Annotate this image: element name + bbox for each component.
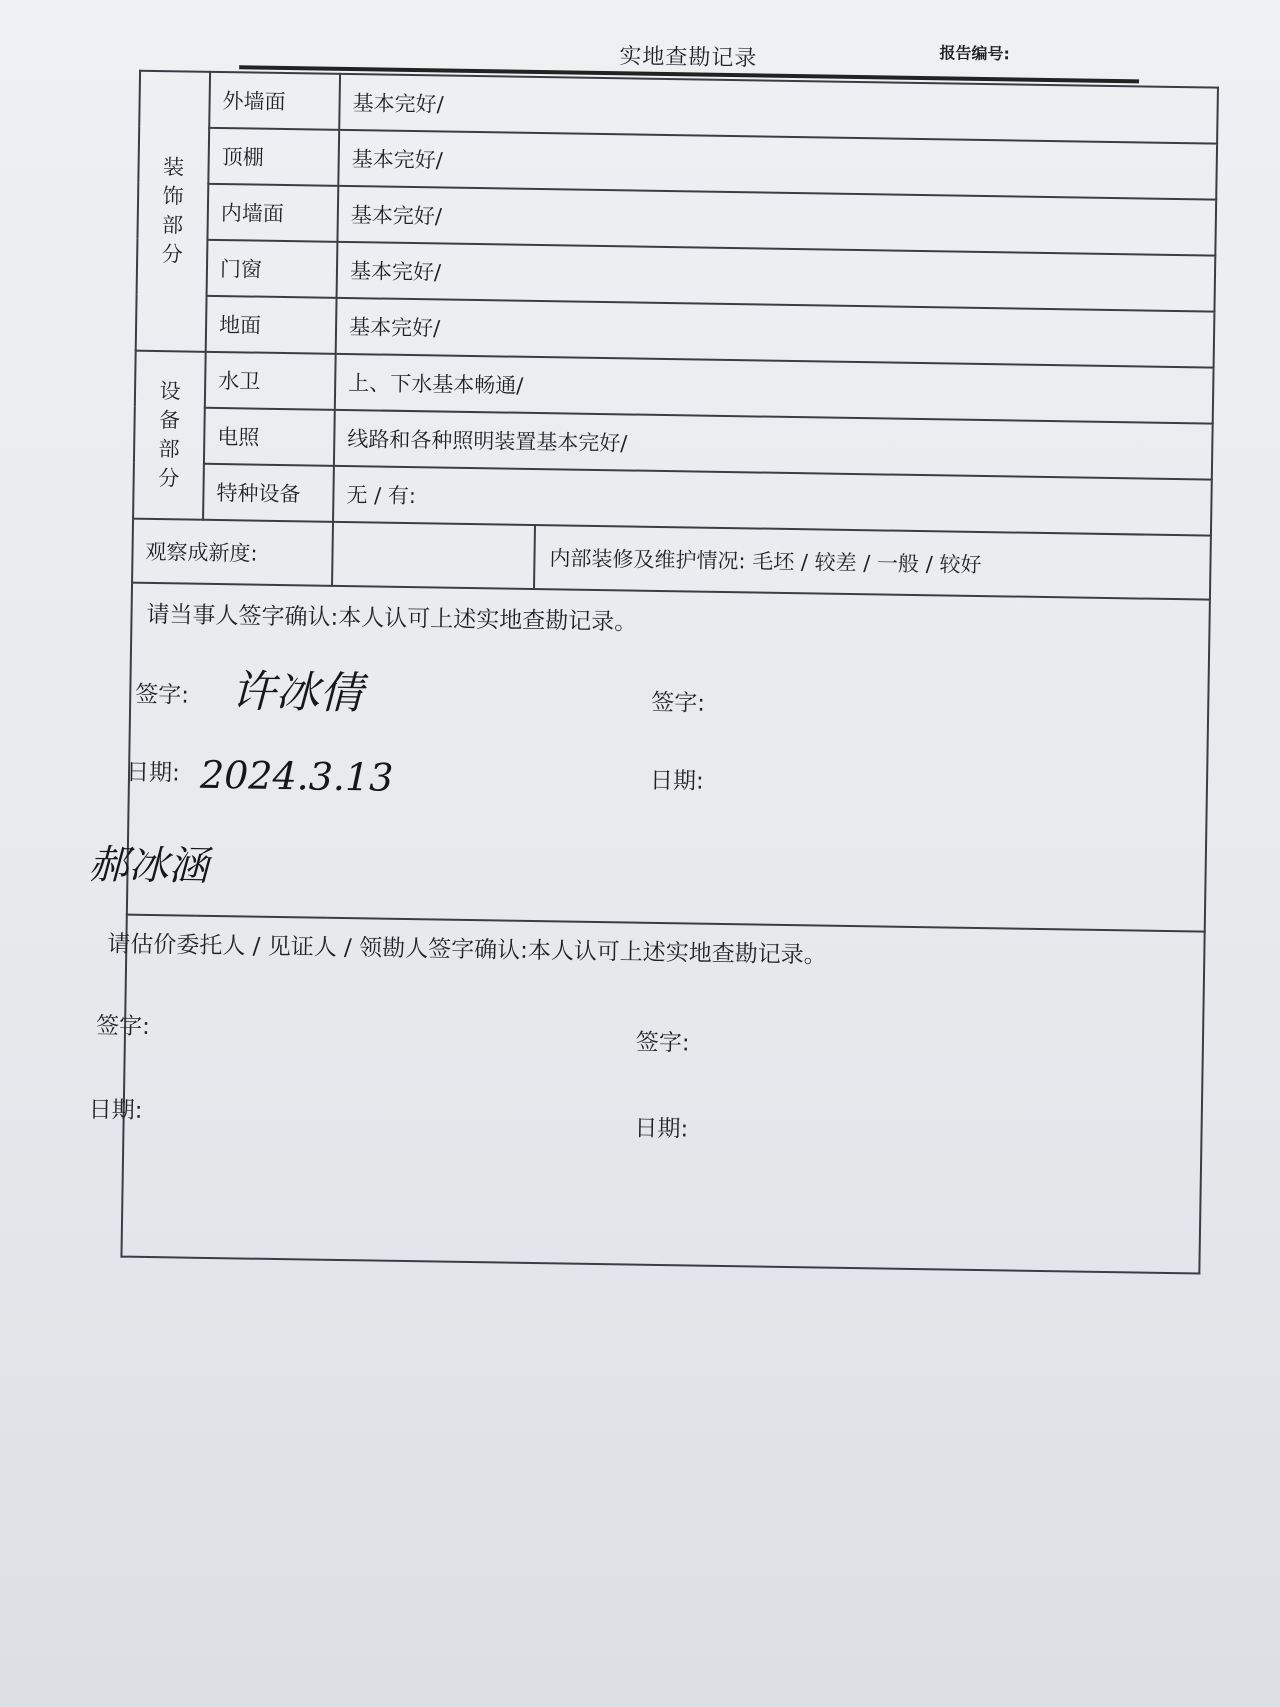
item-plumbing: 水卫 xyxy=(205,352,336,410)
item-ceiling: 顶棚 xyxy=(208,128,339,186)
client-prompt: 请估价委托人 / 见证人 / 领勘人签字确认:本人认可上述实地查勘记录。 xyxy=(107,931,827,969)
item-special-equipment: 特种设备 xyxy=(203,464,334,522)
value-ceiling: 基本完好/ xyxy=(338,130,1217,200)
client-date-label-right: 日期: xyxy=(634,1115,689,1143)
value-doors-windows: 基本完好/ xyxy=(337,242,1216,312)
item-interior-wall: 内墙面 xyxy=(207,184,338,242)
party-handwritten-date: 2024.3.13 xyxy=(199,752,394,800)
party-date-label-right: 日期: xyxy=(649,767,704,795)
client-sign-label-left: 签字: xyxy=(95,1013,151,1041)
item-electrical: 电照 xyxy=(204,408,335,466)
newness-label: 观察成新度: xyxy=(132,519,333,586)
survey-table xyxy=(88,70,1219,1275)
report-number-label: 报告编号: xyxy=(939,43,1011,64)
survey-record-sheet xyxy=(10,12,1230,1331)
value-electrical: 线路和各种照明装置基本完好/ xyxy=(334,410,1213,480)
value-exterior-wall: 基本完好/ xyxy=(339,74,1218,144)
client-sign-label-right: 签字: xyxy=(635,1029,690,1057)
decoration-group-label: 装 饰 部 分 xyxy=(136,71,210,352)
item-exterior-wall: 外墙面 xyxy=(209,72,340,130)
party-date-label-left: 日期: xyxy=(125,759,181,787)
client-confirmation-row xyxy=(121,915,1204,1274)
surveyor-handwritten-signature: 郝冰涵 xyxy=(88,842,209,890)
value-special-equipment: 无 / 有: xyxy=(333,466,1212,536)
value-plumbing: 上、下水基本畅通/ xyxy=(335,354,1214,424)
page-title: 实地查勘记录 xyxy=(619,44,758,72)
party-confirmation-row xyxy=(127,583,1210,932)
party-handwritten-signature: 许冰倩 xyxy=(230,666,364,720)
client-confirmation-section xyxy=(88,916,1203,1273)
party-sign-label-right: 签字: xyxy=(651,689,706,717)
party-sign-label-left: 签字: xyxy=(135,681,190,709)
party-confirmation-section xyxy=(88,584,1209,931)
client-date-label-left: 日期: xyxy=(88,1097,143,1124)
item-floor: 地面 xyxy=(206,296,337,354)
equipment-group-label: 设 备 部 分 xyxy=(133,351,206,520)
maintenance-label: 内部装修及维护情况: 毛坯 / 较差 / 一般 / 较好 xyxy=(533,526,982,595)
value-interior-wall: 基本完好/ xyxy=(337,186,1216,256)
party-prompt: 请当事人签字确认:本人认可上述实地查勘记录。 xyxy=(146,601,638,636)
item-doors-windows: 门窗 xyxy=(207,240,338,298)
value-floor: 基本完好/ xyxy=(336,298,1215,368)
